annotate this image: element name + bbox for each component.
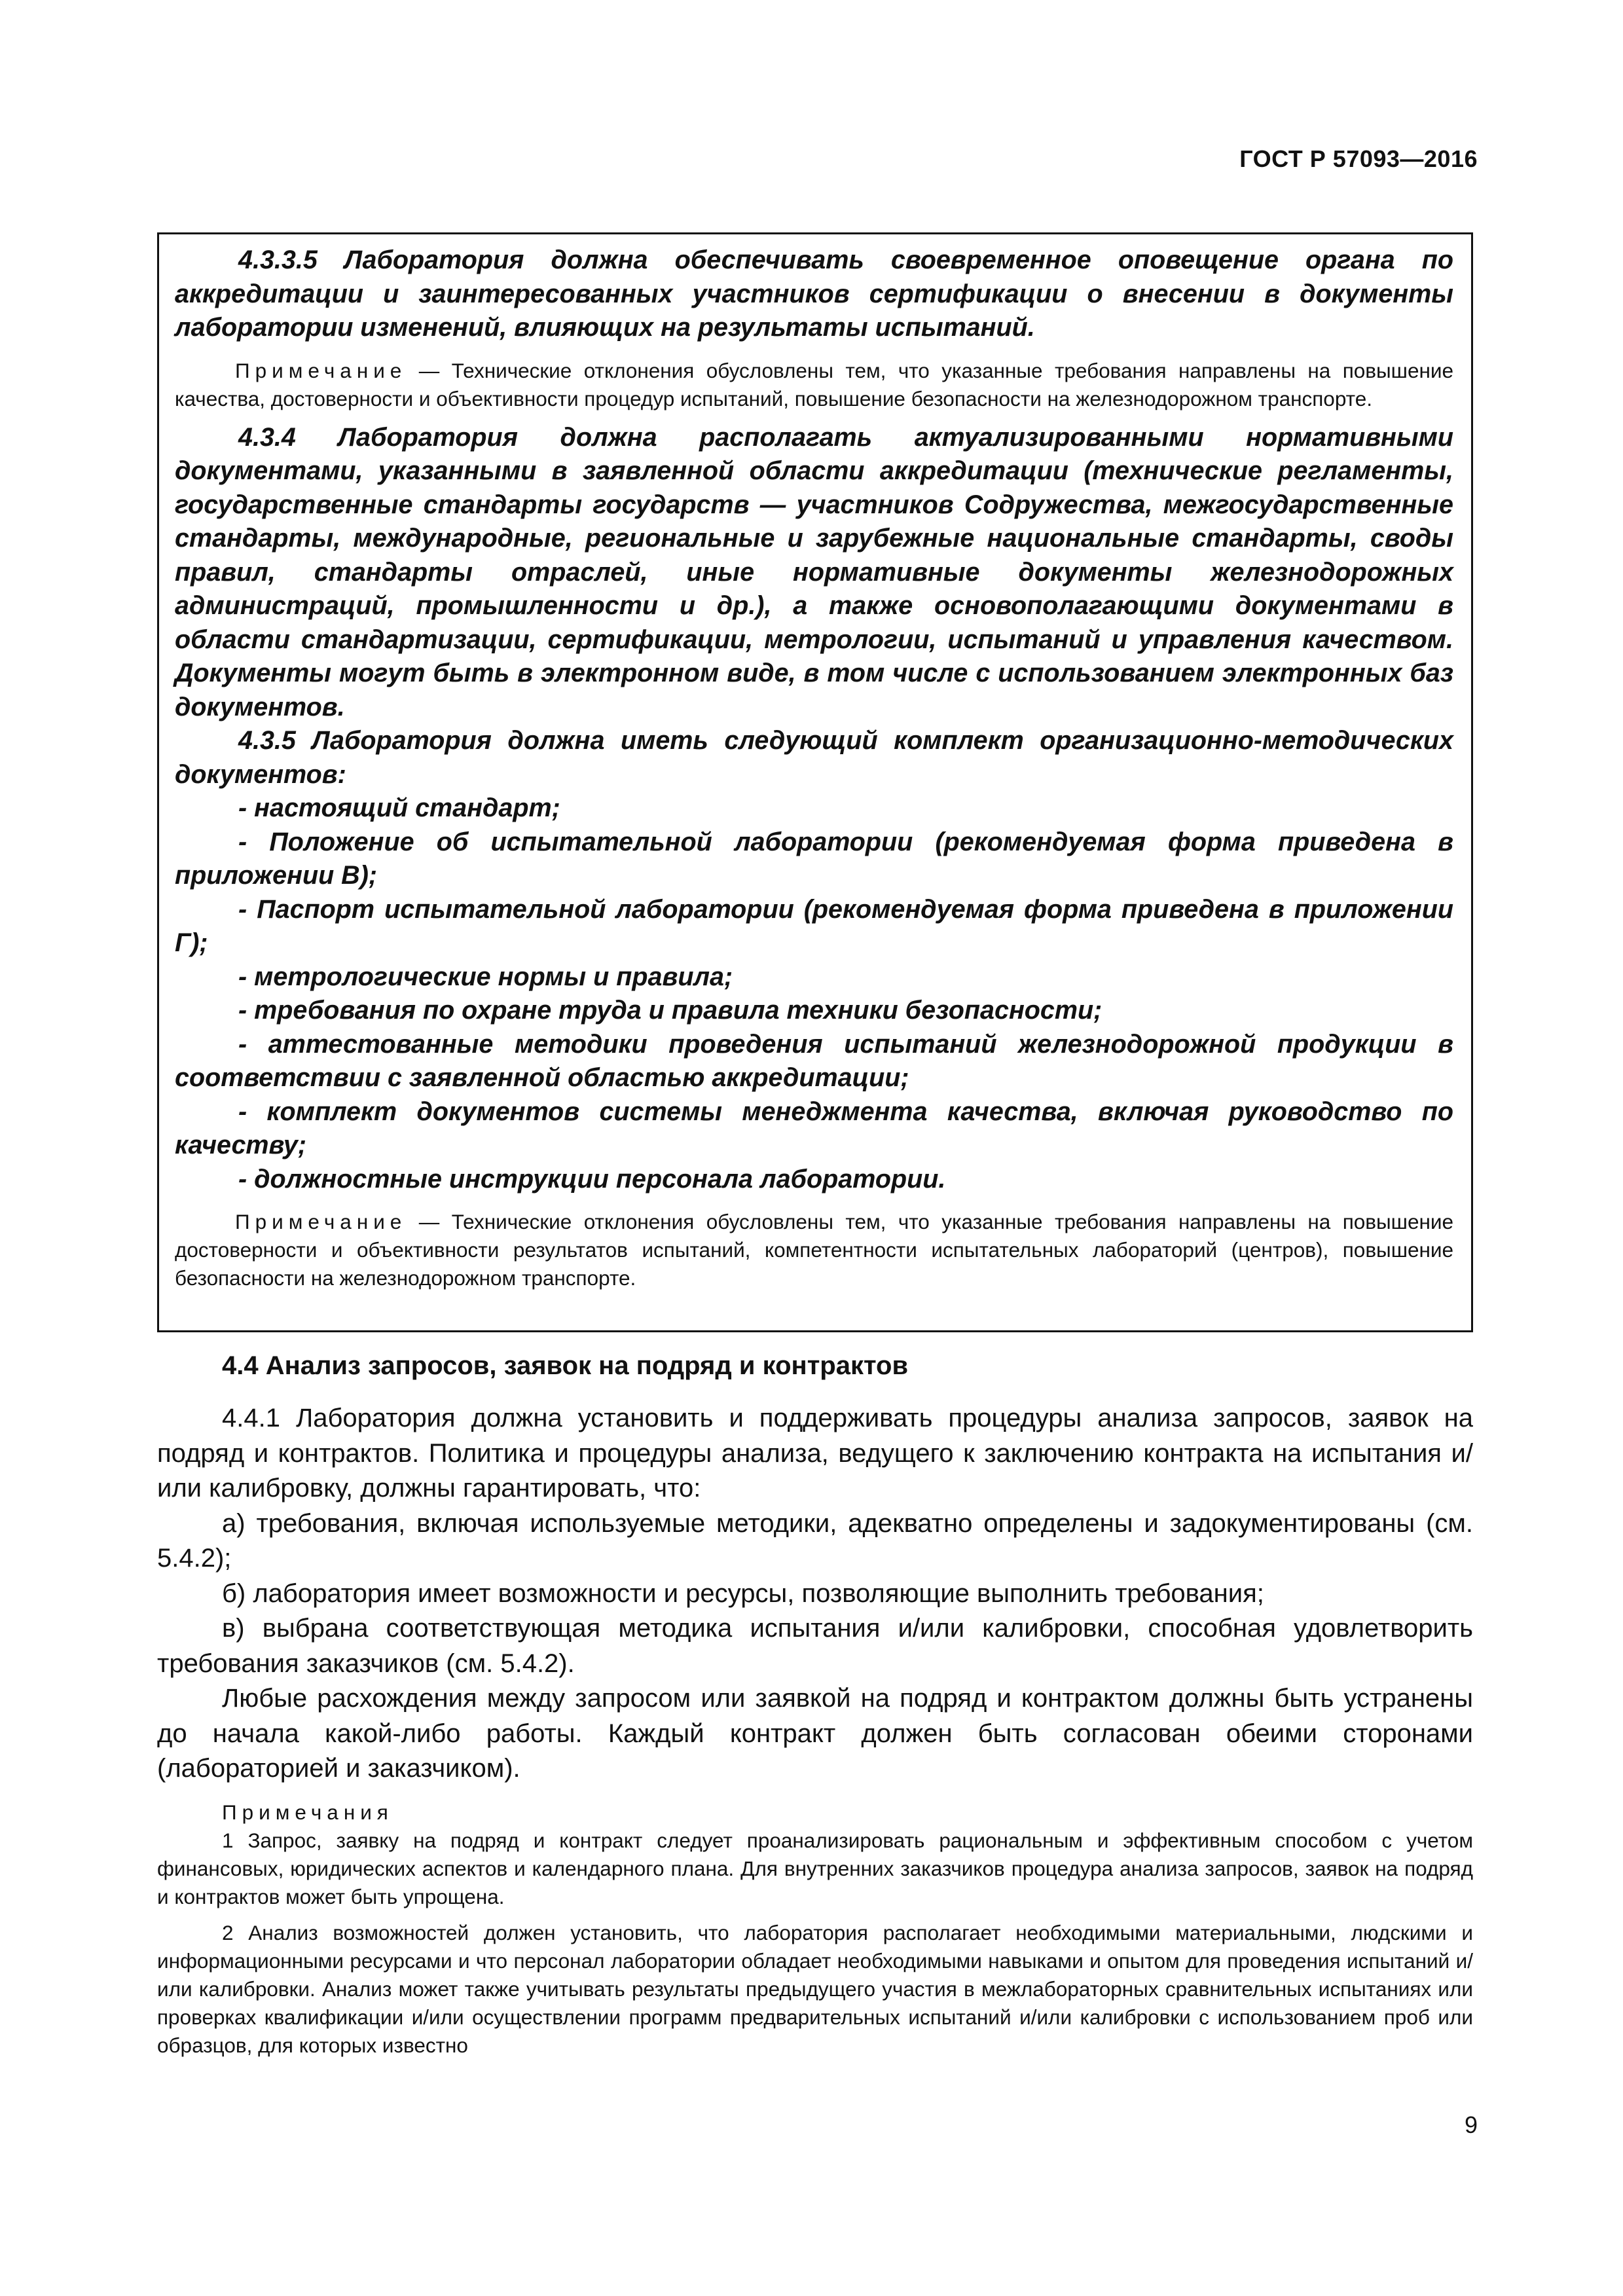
notes-heading: Примечания [222,1800,393,1824]
note-2-text: — Технические отклонения обусловлены тем, что указанные требования направлены на повышение достоверности и объективности результатов испытаний, компетентности испытательных лабораторий (центров), повышение безопасности на железнодорожном транспорте. [175,1210,1453,1290]
list-item: - Паспорт испытательной лаборатории (рекомендуемая форма приведена в приложении Г); [175,894,1453,957]
clause-4-3-4: 4.3.4 Лаборатория должна располагать актуализированными нормативными документами, указанными в заявленной области аккредитации (технические регламенты, государственные стандарты государств — участников Содружества, межгосударственные стандарты, международные, региональные и зарубежные национальные стандарты, своды правил, стандарты отраслей, иные нормативные документы железнодорожных администраций, промышленности и др.), а также основополагающими документами в области стандартизации, сертификации, метрологии, испытаний и управления качеством. Документы могут быть в электронном виде, в том числе с использованием электронных баз документов. [175,422,1453,721]
note-item-2: 2 Анализ возможностей должен установить, что лаборатория располагает необходимыми материальными, людскими и информационными ресурсами и что персонал лаборатории обладает необходимыми навыками и опытом для проведения испытаний и/или калибровки. Анализ может также учитывать результаты предыдущего участия в межлабораторных сравнительных испытаниях или проверках квалификации и/или осуществлении программ предварительных испытаний и/или калибровки с использованием проб или образцов, для которых известно [157,1920,1473,2057]
list-item-c: в) выбрана соответствующая методика испытания и/или калибровки, способная удовлетворить требования заказчиков (см. 5.4.2). [157,1614,1473,1678]
clause-4-4-1: 4.4.1 Лаборатория должна установить и поддерживать процедуры анализа запросов, заявок на подряд и контрактов. Политика и процедуры анализа, ведущего к заключению контракта на испытания и/или калибровку, должны гарантировать, что: [157,1404,1473,1503]
section-title: 4.4 Анализ запросов, заявок на подряд и контрактов [222,1351,909,1380]
note-1-label: Примечание [235,358,407,382]
note-1 [175,357,1453,413]
list-item-a: а) требования, включая используемые методики, адекватно определены и задокументированы (см. 5.4.2); [157,1508,1473,1573]
page-number: 9 [1464,2111,1478,2138]
note-item-1: 1 Запрос, заявку на подряд и контракт следует проанализировать рациональным и эффективным способом с учетом финансовых, юридических аспектов и календарного плана. Для внутренних заказчиков процедура анализа запросов, заявок на подряд и контрактов может быть упрощена. [157,1828,1473,1908]
list-item: - требования по охране труда и правила техники безопасности; [238,996,1103,1025]
list-item-b: б) лаборатория имеет возможности и ресурсы, позволяющие выполнить требования; [222,1578,1264,1608]
list-item: - настоящий стандарт; [238,793,560,822]
clause-4-3-5: 4.3.5 Лаборатория должна иметь следующий комплект организационно-методических документов: [175,726,1453,789]
document-code: ГОСТ Р 57093—2016 [1239,145,1478,172]
list-item: - метрологические нормы и правила; [238,962,733,991]
list-item: - Положение об испытательной лаборатории (рекомендуемая форма приведена в приложении В); [175,827,1453,890]
clause-4-3-3-5: 4.3.3.5 Лаборатория должна обеспечивать своевременное оповещение органа по аккредитации и заинтересованных участников сертификации о внесении в документы лаборатории изменений, влияющих на результаты испытаний. [175,246,1453,342]
note-2-label: Примечание [235,1210,407,1233]
section-body [157,1401,1473,2060]
deviation-box [157,232,1473,1332]
note-1-text: — Технические отклонения обусловлены тем, что указанные требования направлены на повышение качества, достоверности и объективности процедур испытаний, повышение безопасности на железнодорожном транспорте. [175,358,1453,410]
paragraph-discrepancies: Любые расхождения между запросом или заявкой на подряд и контрактом должны быть устранены до начала какой-либо работы. Каждый контракт должен быть согласован обеими сторонами (лабораторией и заказчиком). [157,1684,1473,1783]
note-2 [175,1208,1453,1292]
list-item: - комплект документов системы менеджмента качества, включая руководство по качеству; [175,1097,1453,1159]
list-item: - аттестованные методики проведения испытаний железнодорожной продукции в соответствии с заявленной областью аккредитации; [175,1029,1453,1092]
list-item: - должностные инструкции персонала лаборатории. [238,1164,946,1194]
